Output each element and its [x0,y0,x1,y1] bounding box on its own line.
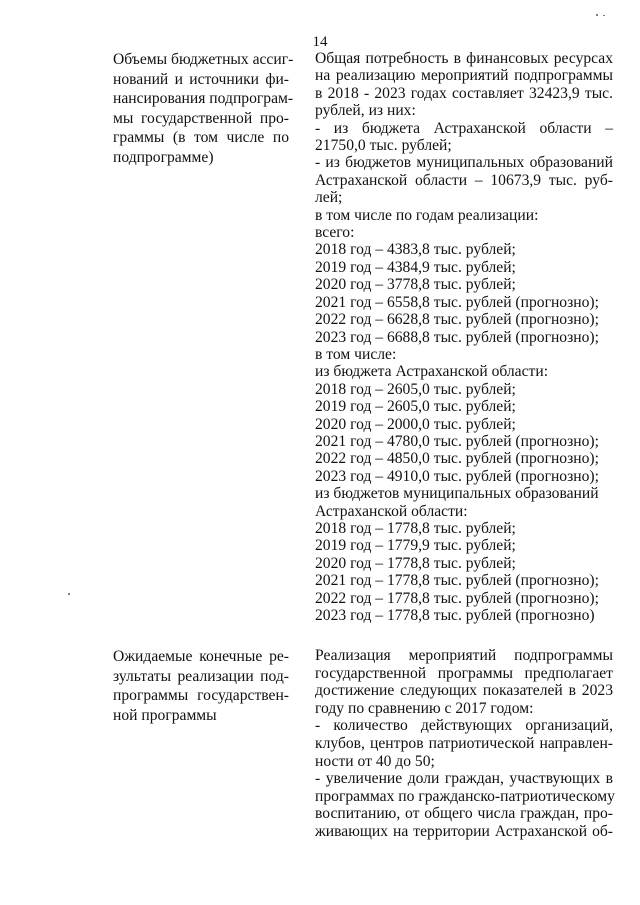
content-line: Астраханской области – 10673,9 тыс. руб- [315,171,613,189]
content-line: достижение следующих показателей в 2023 [315,682,613,700]
label-line: ной программы [113,706,217,724]
scan-speck [596,14,598,16]
content-line: Общая потребность в финансовых ресурсах [315,50,613,67]
content-line: государственной программы предполагает [315,664,613,682]
results-label [113,647,289,725]
content-line: 2018 год – 2605,0 тыс. рублей; [315,380,516,398]
content-line: 2018 год – 4383,8 тыс. рублей; [315,241,516,259]
content-line: Реализация мероприятий подпрограммы [315,647,613,664]
scan-speck [68,593,70,595]
content-line: 2023 год – 6688,8 тыс. рублей (прогнозно); [315,328,599,346]
content-line: 21750,0 тыс. рублей; [315,137,452,155]
label-line: нансирования подпрограм- [113,90,294,108]
content-line: в том числе: [315,345,397,363]
content-line: всего: [315,224,355,242]
label-line: Объемы бюджетных ассиг- [113,51,294,68]
content-line: лей; [315,189,343,207]
content-line: - увеличение доли граждан, участвующих в [315,770,613,788]
content-line: - из бюджета Астраханской области – [315,119,613,137]
content-line: клубов, центров патриотической направлен- [315,734,613,752]
content-line: 2023 год – 4910,0 тыс. рублей (прогнозно); [315,467,599,485]
content-line: - количество действующих организаций, [315,717,613,735]
results-content [315,647,613,841]
label-line: нований и источники фи- [113,70,289,88]
content-line: 2022 год – 1778,8 тыс. рублей (прогнозно); [315,589,599,607]
content-line: 2020 год – 3778,8 тыс. рублей; [315,276,516,294]
content-line: Астраханской области: [315,502,468,520]
content-line: в 2018 - 2023 годах составляет 32423,9 тыс. [315,84,613,102]
label-line: мы государственной про- [113,109,289,127]
content-line: 2022 год – 6628,8 тыс. рублей (прогнозно); [315,311,599,329]
label-line: Ожидаемые конечные ре- [113,648,289,665]
content-line: 2022 год – 4850,0 тыс. рублей (прогнозно); [315,450,599,468]
content-line: 2020 год – 1778,8 тыс. рублей; [315,554,516,572]
label-line: граммы (в том числе по [113,129,289,147]
content-line: воспитанию, от общего числа граждан, про- [315,805,613,823]
content-line: 2019 год – 4384,9 тыс. рублей; [315,258,516,276]
content-line: в том числе по годам реализации: [315,206,539,224]
page-number: 14 [312,34,328,50]
content-line: живающих на территории Астраханской об- [315,822,613,840]
content-line: 2019 год – 1779,9 тыс. рублей; [315,537,516,555]
label-line: подпрограмме) [113,148,214,166]
content-line: из бюджета Астраханской области: [315,363,549,381]
scan-speck [603,15,605,16]
content-line: 2021 год – 4780,0 тыс. рублей (прогнозно); [315,432,599,450]
funding-label [113,50,294,168]
content-line: программах по гражданско-патриотическому [315,787,615,805]
content-line: ности от 40 до 50; [315,752,435,770]
content-line: на реализацию мероприятий подпрограммы [315,67,613,85]
content-line: 2018 год – 1778,8 тыс. рублей; [315,519,516,537]
content-line: 2019 год – 2605,0 тыс. рублей; [315,398,516,416]
content-line: - из бюджетов муниципальных образований [315,154,613,172]
funding-content [315,50,613,624]
content-line: из бюджетов муниципальных образований [315,485,599,503]
label-line: зультаты реализации под- [113,667,289,685]
label-line: программы государствен- [113,687,289,705]
content-line: 2023 год – 1778,8 тыс. рублей (прогнозно) [315,607,595,624]
content-line: 2021 год – 1778,8 тыс. рублей (прогнозно); [315,572,599,590]
content-line: рублей, из них: [315,102,416,120]
content-line: году по сравнению с 2017 годом: [315,699,534,717]
content-line: 2021 год – 6558,8 тыс. рублей (прогнозно); [315,293,599,311]
content-line: 2020 год – 2000,0 тыс. рублей; [315,415,516,433]
